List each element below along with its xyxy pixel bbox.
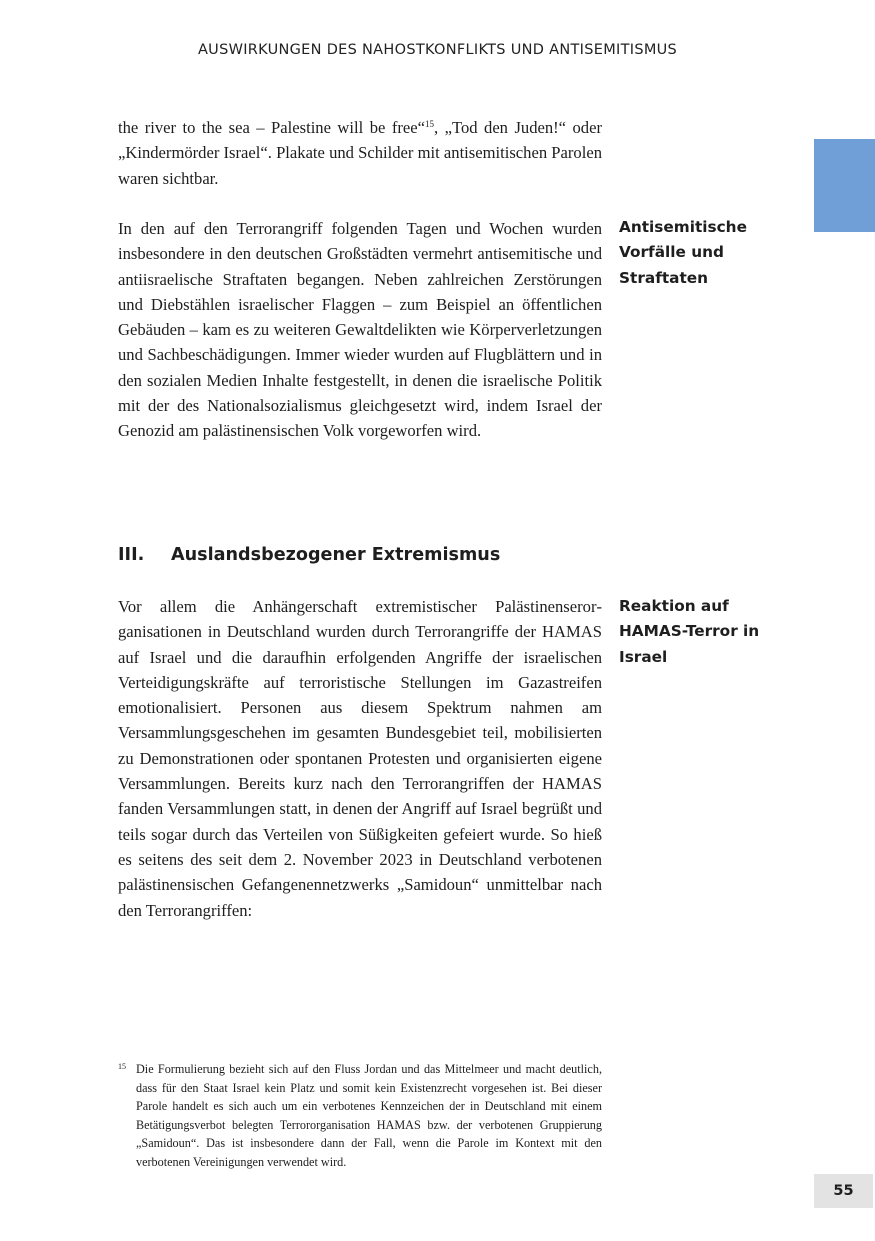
continuation-text-start: the river to the sea – Palestine will be free“ (118, 118, 425, 137)
hamas-paragraph (118, 594, 602, 923)
side-heading-hamas: Reaktion auf HAMAS-Terror in Israel (619, 597, 760, 666)
incidents-text: In den auf den Terrorangriff folgenden Tagen und Wochen wurden insbesondere in den deutschen Großstädten vermehrt antisemitische und antiisraelische Straftaten begangen. Neben zahlreichen Zerstörungen und Diebstählen israelischer Flaggen – zum Beispiel an öffentlichen Gebäuden – kam es zu weiteren Gewaltdelikten wie Körperverletzungen und Sachbeschädigungen. Immer wieder wurden auf Flugblättern und in den sozialen Medien Inhalte festgestellt, in denen die israelische Politik mit der des Nationalsozialismus gleichgesetzt wird, indem Israel der Genozid am palästinensischen Volk vorgeworfen wird. (118, 219, 602, 441)
running-header: AUSWIRKUNGEN DES NAHOSTKONFLIKTS UND ANTISEMITISMUS (197, 42, 678, 58)
section-number: III. (118, 545, 145, 565)
page-number: 55 (814, 1174, 873, 1208)
footnote-mark: 15 (118, 1062, 126, 1071)
hamas-text: Vor allem die Anhängerschaft extremistischer Palästinenserorganisationen in Deutschland wurden durch Terrorangriffe der HAMAS auf Israel und die daraufhin erfolgenden Angriffe der israelischen Verteidigungskräfte auf terroristische Stellungen im Gazastreifen emotionalisiert. Personen aus diesem Spektrum nahmen am Versammlungsgeschehen im gesamten Bundesgebiet teil, mobilisierten zu Demonstrationen oder spontanen Protesten und organisierten eigene Versammlungen. Bereits kurz nach den Terrorangriffen der HAMAS fanden Versammlungen statt, in denen der Angriff auf Israel begrüßt und teils sogar durch das Verteilen von Süßigkeiten gefeiert wurde. So hieß es seitens des seit dem 2. November 2023 in Deutschland verbotenen palästinensischen Gefangenennetzwerks „Samidoun“ unmittelbar nach den Terrorangriffen: (118, 597, 602, 920)
section-heading (118, 542, 500, 568)
chapter-tab-marker (814, 139, 875, 232)
incidents-paragraph (118, 216, 602, 444)
footnote (118, 1060, 602, 1172)
section-title: Auslandsbezogener Extremismus (171, 545, 501, 565)
side-heading-incidents: Antisemitische Vorfälle und Straftaten (619, 218, 747, 287)
continuation-text-end: , „Tod den Juden!“ oder „Kindermörder Israel“. Plakate und Schilder mit antisemitischen Parolen waren sichtbar. (118, 118, 602, 188)
continuation-paragraph (118, 115, 602, 191)
footnote-text: Die Formulierung bezieht sich auf den Fluss Jordan und das Mittelmeer und macht deutlich, dass für den Staat Israel kein Platz und somit kein Existenzrecht vorgesehen ist. Bei dieser Parole handelt es sich auch um ein verbotenes Kennzeichen der in Deutschland mit einem Betätigungsverbot belegten Terrororganisation HAMAS bzw. der verbotenen Gruppierung „Samidoun“. Das ist insbesondere dann der Fall, wenn die Parole im Kontext mit den verbotenen Vereinigungen verwendet wird. (136, 1062, 602, 1169)
footnote-reference[interactable]: 15 (425, 119, 434, 129)
